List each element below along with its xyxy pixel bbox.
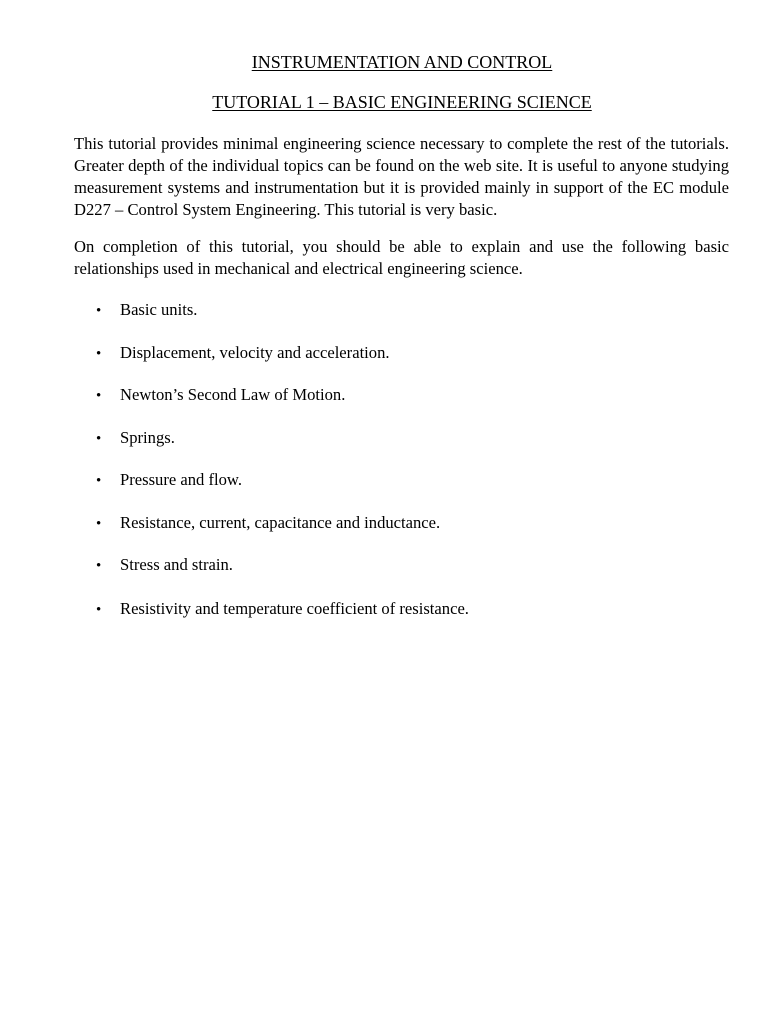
- list-item-label: Displacement, velocity and acceleration.: [120, 343, 390, 362]
- list-item-label: Resistivity and temperature coefficient of resistance.: [120, 599, 469, 618]
- bullet-icon: •: [96, 346, 102, 362]
- list-item-label: Basic units.: [120, 300, 198, 319]
- list-item-label: Springs.: [120, 428, 175, 447]
- list-item-label: Resistance, current, capacitance and inductance.: [120, 513, 441, 532]
- document-subtitle: TUTORIAL 1 – BASIC ENGINEERING SCIENCE: [212, 92, 592, 112]
- list-item: [96, 427, 716, 450]
- list-item-label: Pressure and flow.: [120, 470, 242, 489]
- list-item: [96, 554, 716, 577]
- list-item: [96, 299, 716, 322]
- bullet-icon: •: [96, 558, 102, 574]
- bullet-icon: •: [96, 602, 102, 618]
- list-item: [96, 512, 716, 535]
- bullet-icon: •: [96, 303, 102, 319]
- objectives-paragraph: On completion of this tutorial, you should be able to explain and use the following basic relationships used in mechanical and electrical engineering science.: [74, 237, 729, 278]
- intro-paragraph: This tutorial provides minimal engineering science necessary to complete the rest of the tutorials. Greater depth of the individual topics can be found on the web site. It is useful to anyone studying measurement systems and instrumentation but it is provided mainly in support of the EC module D227 – Control System Engineering. This tutorial is very basic.: [74, 134, 729, 219]
- list-item-label: Newton’s Second Law of Motion.: [120, 385, 346, 404]
- bullet-icon: •: [96, 516, 102, 532]
- bullet-icon: •: [96, 473, 102, 489]
- list-item: [96, 469, 716, 492]
- bullet-icon: •: [96, 388, 102, 404]
- list-item-label: Stress and strain.: [120, 555, 233, 574]
- list-item: [96, 384, 716, 407]
- bullet-icon: •: [96, 431, 102, 447]
- document-title: INSTRUMENTATION AND CONTROL: [251, 52, 553, 72]
- list-item: [96, 342, 716, 365]
- list-item: [96, 598, 716, 621]
